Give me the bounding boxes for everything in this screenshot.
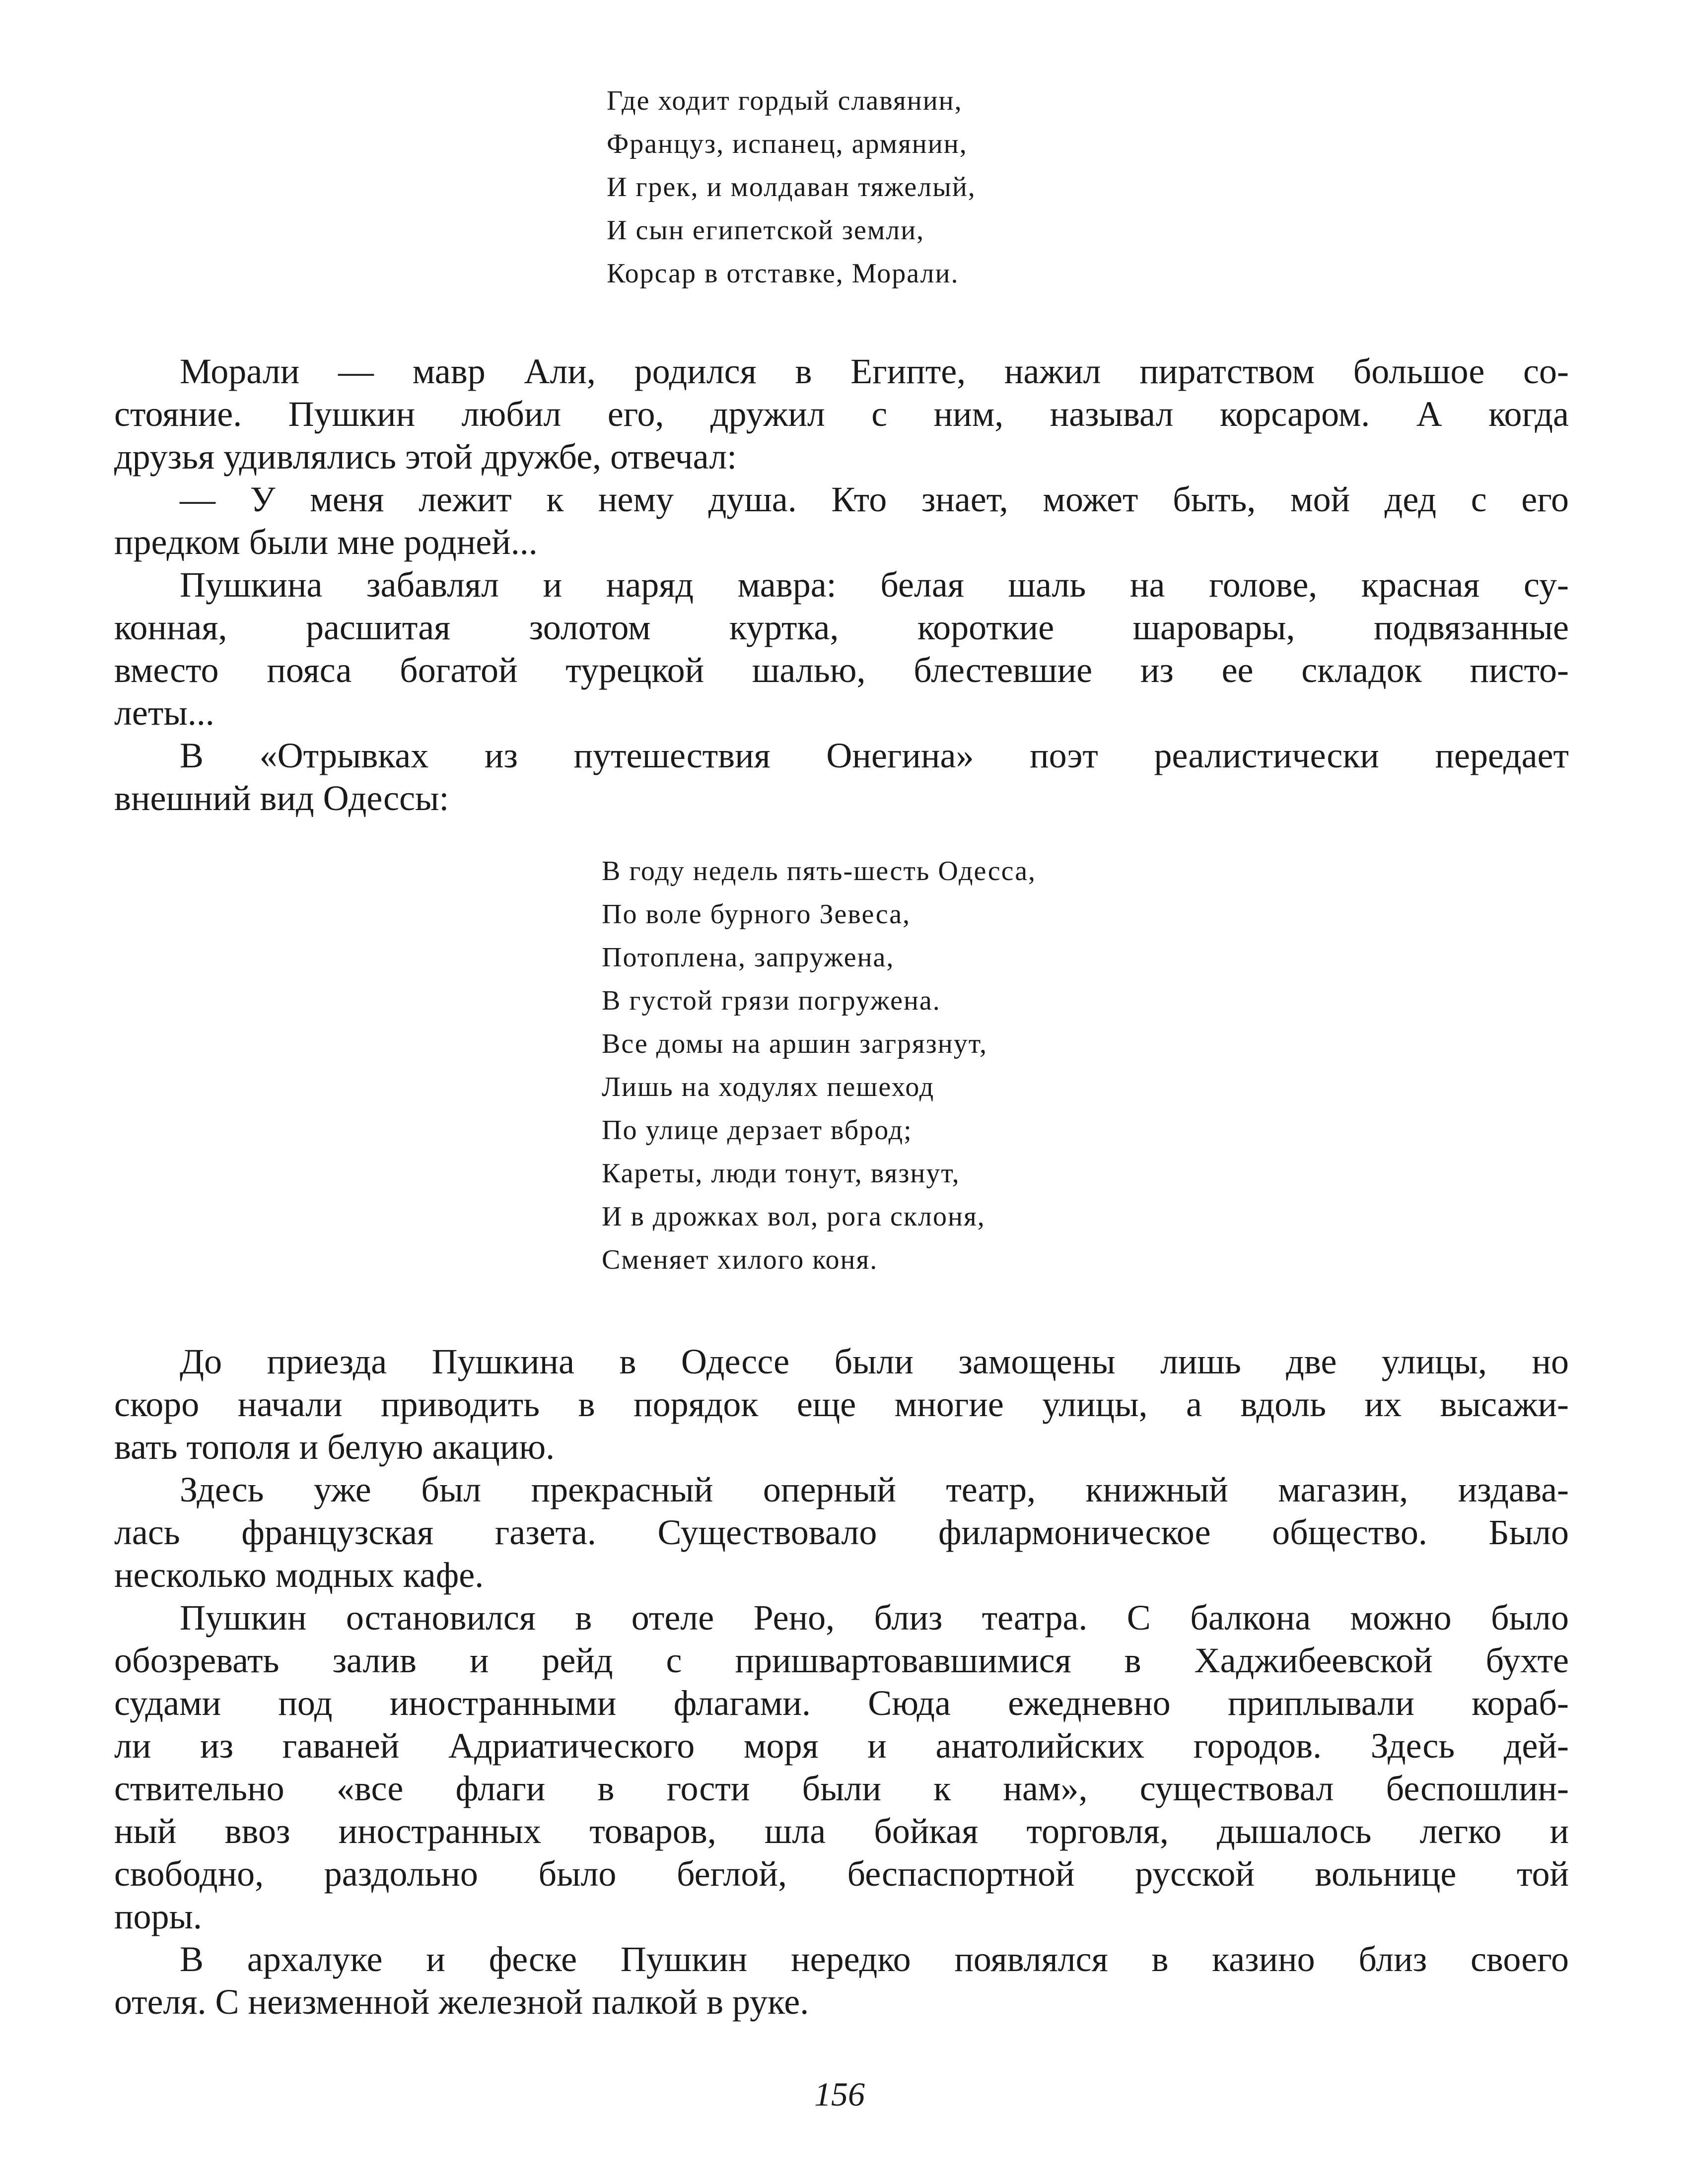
poem-excerpt-2 bbox=[602, 850, 1036, 1282]
text-line: Морали — мавр Али, родился в Египте, нажил пиратством большое со- bbox=[180, 351, 1569, 391]
text-line: До приезда Пушкина в Одессе были замощены лишь две улицы, но bbox=[180, 1342, 1569, 1381]
text-line: стояние. Пушкин любил его, дружил с ним, называл корсаром. А когда bbox=[114, 394, 1569, 434]
paragraph bbox=[114, 563, 1569, 734]
poem-line: По улице дерзает вброд; bbox=[602, 1115, 913, 1146]
poem-line: И грек, и молдаван тяжелый, bbox=[607, 172, 976, 203]
text-line: поры. bbox=[114, 1897, 202, 1936]
text-line: скоро начали приводить в порядок еще многие улицы, а вдоль их высажи- bbox=[114, 1384, 1569, 1424]
paragraph bbox=[114, 350, 1569, 478]
text-line: Здесь уже был прекрасный оперный театр, книжный магазин, издава- bbox=[180, 1470, 1569, 1509]
text-line: ствительно «все флаги в гости были к нам», существовал беспошлин- bbox=[114, 1769, 1569, 1808]
prose-section-1 bbox=[114, 350, 1569, 819]
text-line: вместо пояса богатой турецкой шалью, блестевшие из ее складок писто- bbox=[114, 650, 1569, 690]
paragraph bbox=[114, 1938, 1569, 2023]
poem-line: Сменяет хилого коня. bbox=[602, 1244, 878, 1275]
text-line: несколько модных кафе. bbox=[114, 1555, 484, 1595]
poem-line: В году недель пять-шесть Одесса, bbox=[602, 856, 1037, 887]
poem-line: Корсар в отставке, Морали. bbox=[607, 258, 959, 289]
poem-line: Лишь на ходулях пешеход bbox=[602, 1072, 935, 1102]
paragraph bbox=[114, 478, 1569, 563]
prose-section-2 bbox=[114, 1340, 1569, 2023]
page-number: 156 bbox=[814, 2075, 865, 2113]
text-line: Пушкин остановился в отеле Рено, близ театра. С балкона можно было bbox=[180, 1598, 1569, 1638]
text-line: ли из гаваней Адриатического моря и анатолийских городов. Здесь дей- bbox=[114, 1726, 1569, 1766]
poem-line: Кареты, люди тонут, вязнут, bbox=[602, 1158, 960, 1189]
text-line: леты... bbox=[114, 693, 214, 733]
text-line: обозревать залив и рейд с пришвартовавшимися в Хаджибеевской бухте bbox=[114, 1640, 1569, 1680]
text-line: друзья удивлялись этой дружбе, отвечал: bbox=[114, 437, 737, 477]
paragraph bbox=[114, 1340, 1569, 1468]
text-line: отеля. С неизменной железной палкой в руке. bbox=[114, 1982, 809, 2022]
text-line: Пушкина забавлял и наряд мавра: белая шаль на голове, красная су- bbox=[180, 565, 1569, 605]
paragraph bbox=[114, 1596, 1569, 1938]
text-line: предком были мне родней... bbox=[114, 522, 538, 562]
poem-line: И сын египетской земли, bbox=[607, 215, 925, 246]
paragraph bbox=[114, 1468, 1569, 1596]
text-line: В «Отрывках из путешествия Онегина» поэт реалистически передает bbox=[180, 736, 1569, 775]
poem-line: Потоплена, запружена, bbox=[602, 942, 895, 973]
text-line: судами под иностранными флагами. Сюда ежедневно приплывали кораб- bbox=[114, 1683, 1569, 1723]
poem-line: Где ходит гордый славянин, bbox=[607, 85, 963, 116]
text-line: вать тополя и белую акацию. bbox=[114, 1427, 555, 1467]
poem-line: В густой грязи погружена. bbox=[602, 985, 941, 1016]
poem-line: Француз, испанец, армянин, bbox=[607, 129, 968, 159]
text-line: лась французская газета. Существовало филармоническое общество. Было bbox=[114, 1512, 1569, 1552]
poem-line: Все домы на аршин загрязнут, bbox=[602, 1028, 988, 1059]
poem-line: По воле бурного Зевеса, bbox=[602, 899, 911, 930]
text-line: внешний вид Одессы: bbox=[114, 778, 449, 818]
text-line: В архалуке и феске Пушкин нередко появлялся в казино близ своего bbox=[180, 1939, 1569, 1979]
text-line: конная, расшитая золотом куртка, короткие шаровары, подвязанные bbox=[114, 608, 1569, 647]
poem-excerpt-1 bbox=[607, 79, 976, 295]
text-line: — У меня лежит к нему душа. Кто знает, может быть, мой дед с его bbox=[180, 479, 1569, 519]
text-line: ный ввоз иностранных товаров, шла бойкая торговля, дышалось легко и bbox=[114, 1811, 1569, 1851]
paragraph bbox=[114, 734, 1569, 819]
poem-line: И в дрожках вол, рога склоня, bbox=[602, 1201, 985, 1232]
text-line: свободно, раздольно было беглой, беспаспортной русской вольнице той bbox=[114, 1854, 1569, 1894]
